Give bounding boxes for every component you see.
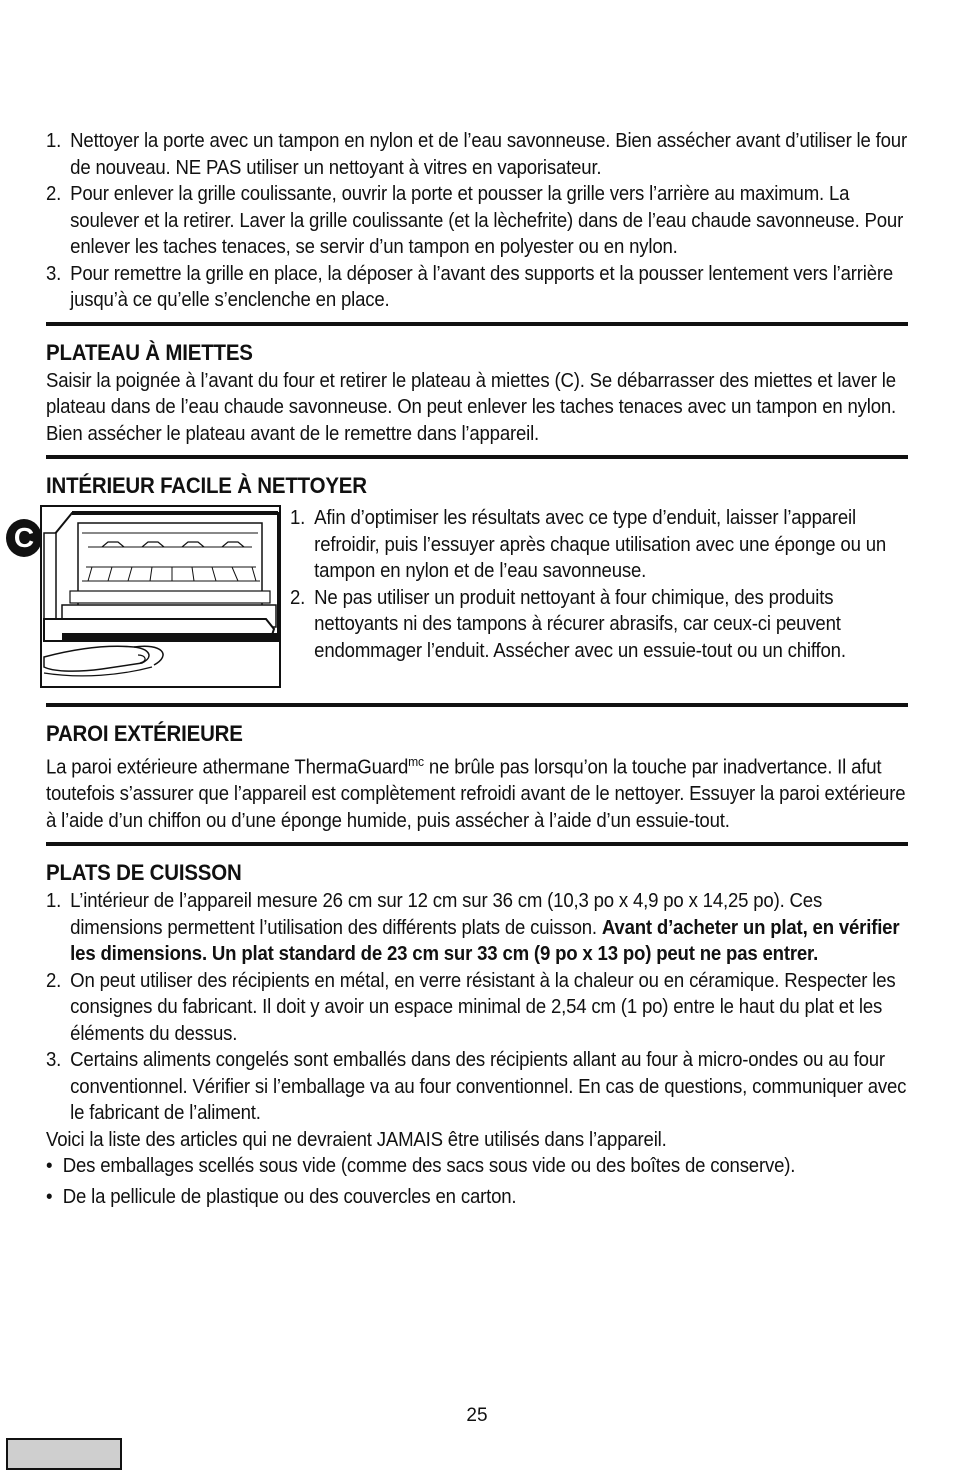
oven-crumb-tray-illustration [13, 505, 281, 688]
section-heading-crumb-tray: PLATEAU À MIETTES [46, 339, 253, 365]
section-heading-exterior: PAROI EXTÉRIEURE [46, 721, 243, 746]
list-item: 2. Pour enlever la grille coulissante, ouvrir la porte et pousser la grille vers l’arrière au maximum. La soulever et la retirer. Laver la grille coulissante (et la lèchefrite) dans de l’eau chaude savonneuse. Pour enlever les taches tenaces, se servir d’un tampon en polyester ou en nylon. [46, 183, 904, 258]
section-heading-bakeware: PLATS DE CUISSON [46, 860, 242, 886]
list-item: 1. Afin d’optimiser les résultats avec ce type d’enduit, laisser l’appareil refroidir, puis l’essuyer après chaque utilisation avec une éponge ou un tampon en nylon et de l’eau savonneuse. [290, 507, 887, 582]
color-swatch-box [6, 1438, 122, 1470]
interior-section [13, 505, 908, 695]
forbidden-list-intro: Voici la liste des articles qui ne devraient JAMAIS être utilisés dans l’appareil. [46, 1128, 667, 1151]
list-item: 1. L’intérieur de l’appareil mesure 26 cm sur 12 cm sur 36 cm (10,3 po x 4,9 po x 14,25 po). Ces dimensions permettent l’utilisation des différents plats de cuisson. Avant d’acheter un plat, en vérifier les dimensions. Un plat standard de 23 cm sur 33 cm (9 po x 13 po) peut ne pas entrer. [46, 890, 900, 966]
section-heading-interior: INTÉRIEUR FACILE À NETTOYER [46, 473, 367, 498]
list-item: • De la pellicule de plastique ou des couvercles en carton. [46, 1184, 908, 1211]
toaster-oven-icon [42, 507, 279, 686]
manual-page [13, 128, 908, 1214]
list-item: 3. Certains aliments congelés sont emballés dans des récipients allant au four à micro-ondes ou au four conventionnel. Vérifier si l’emballage va au four conventionnel. En cas de questions, communiquer avec le fabricant de l’aliment. [46, 1049, 907, 1125]
list-item: • Des emballages scellés sous vide (comme des sacs sous vide ou des boîtes de conserve). [46, 1153, 908, 1180]
list-item: 1. Nettoyer la porte avec un tampon en nylon et de l’eau savonneuse. Bien assécher avant d’utiliser le four de nouveau. NE PAS utiliser un nettoyant à vitres en vaporisateur. [46, 130, 907, 179]
exterior-text: La paroi extérieure athermane ThermaGuard$^{mc}$ ne brûle pas lorsqu’on la touche par inadvertance. Il afut toutefois s’assurer que l’appareil est complètement refroidi avant de le nettoyer. Essuyer la paroi extérieure à l’aide d’un chiffon ou d’une éponge humide, puis assécher à l’aide d’un essuie-tout. [46, 754, 906, 832]
list-item: 2. On peut utiliser des récipients en métal, en verre résistant à la chaleur ou en céramique. Respecter les consignes du fabricant. Il doit y avoir un espace minimal de 2,54 cm (1 po) entre le haut du plat et les éléments du dessus. [46, 969, 896, 1045]
bullet-icon: • [46, 1155, 53, 1178]
crumb-tray-text: Saisir la poignée à l’avant du four et retirer le plateau à miettes (C). Se débarrasser des miettes et laver le plateau dans de l’eau chaude savonneuse. On peut enlever les taches tenaces avec un tampon en nylon. Bien assécher le plateau avant de le remettre dans l’appareil. [46, 369, 897, 445]
trademark-superscript: mc [408, 754, 424, 769]
bullet-icon: • [46, 1185, 53, 1208]
bakeware-steps [46, 888, 908, 1127]
figure-label: C [6, 519, 42, 557]
bakeware-section [46, 888, 908, 1210]
list-item: 3. Pour remettre la grille en place, la déposer à l’avant des supports et la pousser lentement vers l’arrière jusqu’à ce qu’elle s’enclenche en place. [46, 262, 894, 311]
forbidden-items-list [46, 1153, 908, 1210]
list-item: 2. Ne pas utiliser un produit nettoyant à four chimique, des produits nettoyants ni des tampons à récurer abrasifs, car ceux-ci peuvent endommager l’enduit. Assécher avec un essuie-tout ou un chiffon. [290, 586, 846, 662]
bakeware-warning: Avant d’acheter un plat, en vérifier les dimensions. Un plat standard de 23 cm sur 33 cm (9 po x 13 po) peut ne pas entrer. [70, 916, 900, 966]
rack-cleaning-steps [46, 128, 908, 314]
interior-cleaning-steps [290, 505, 904, 664]
page-number: 25 [466, 1405, 488, 1426]
